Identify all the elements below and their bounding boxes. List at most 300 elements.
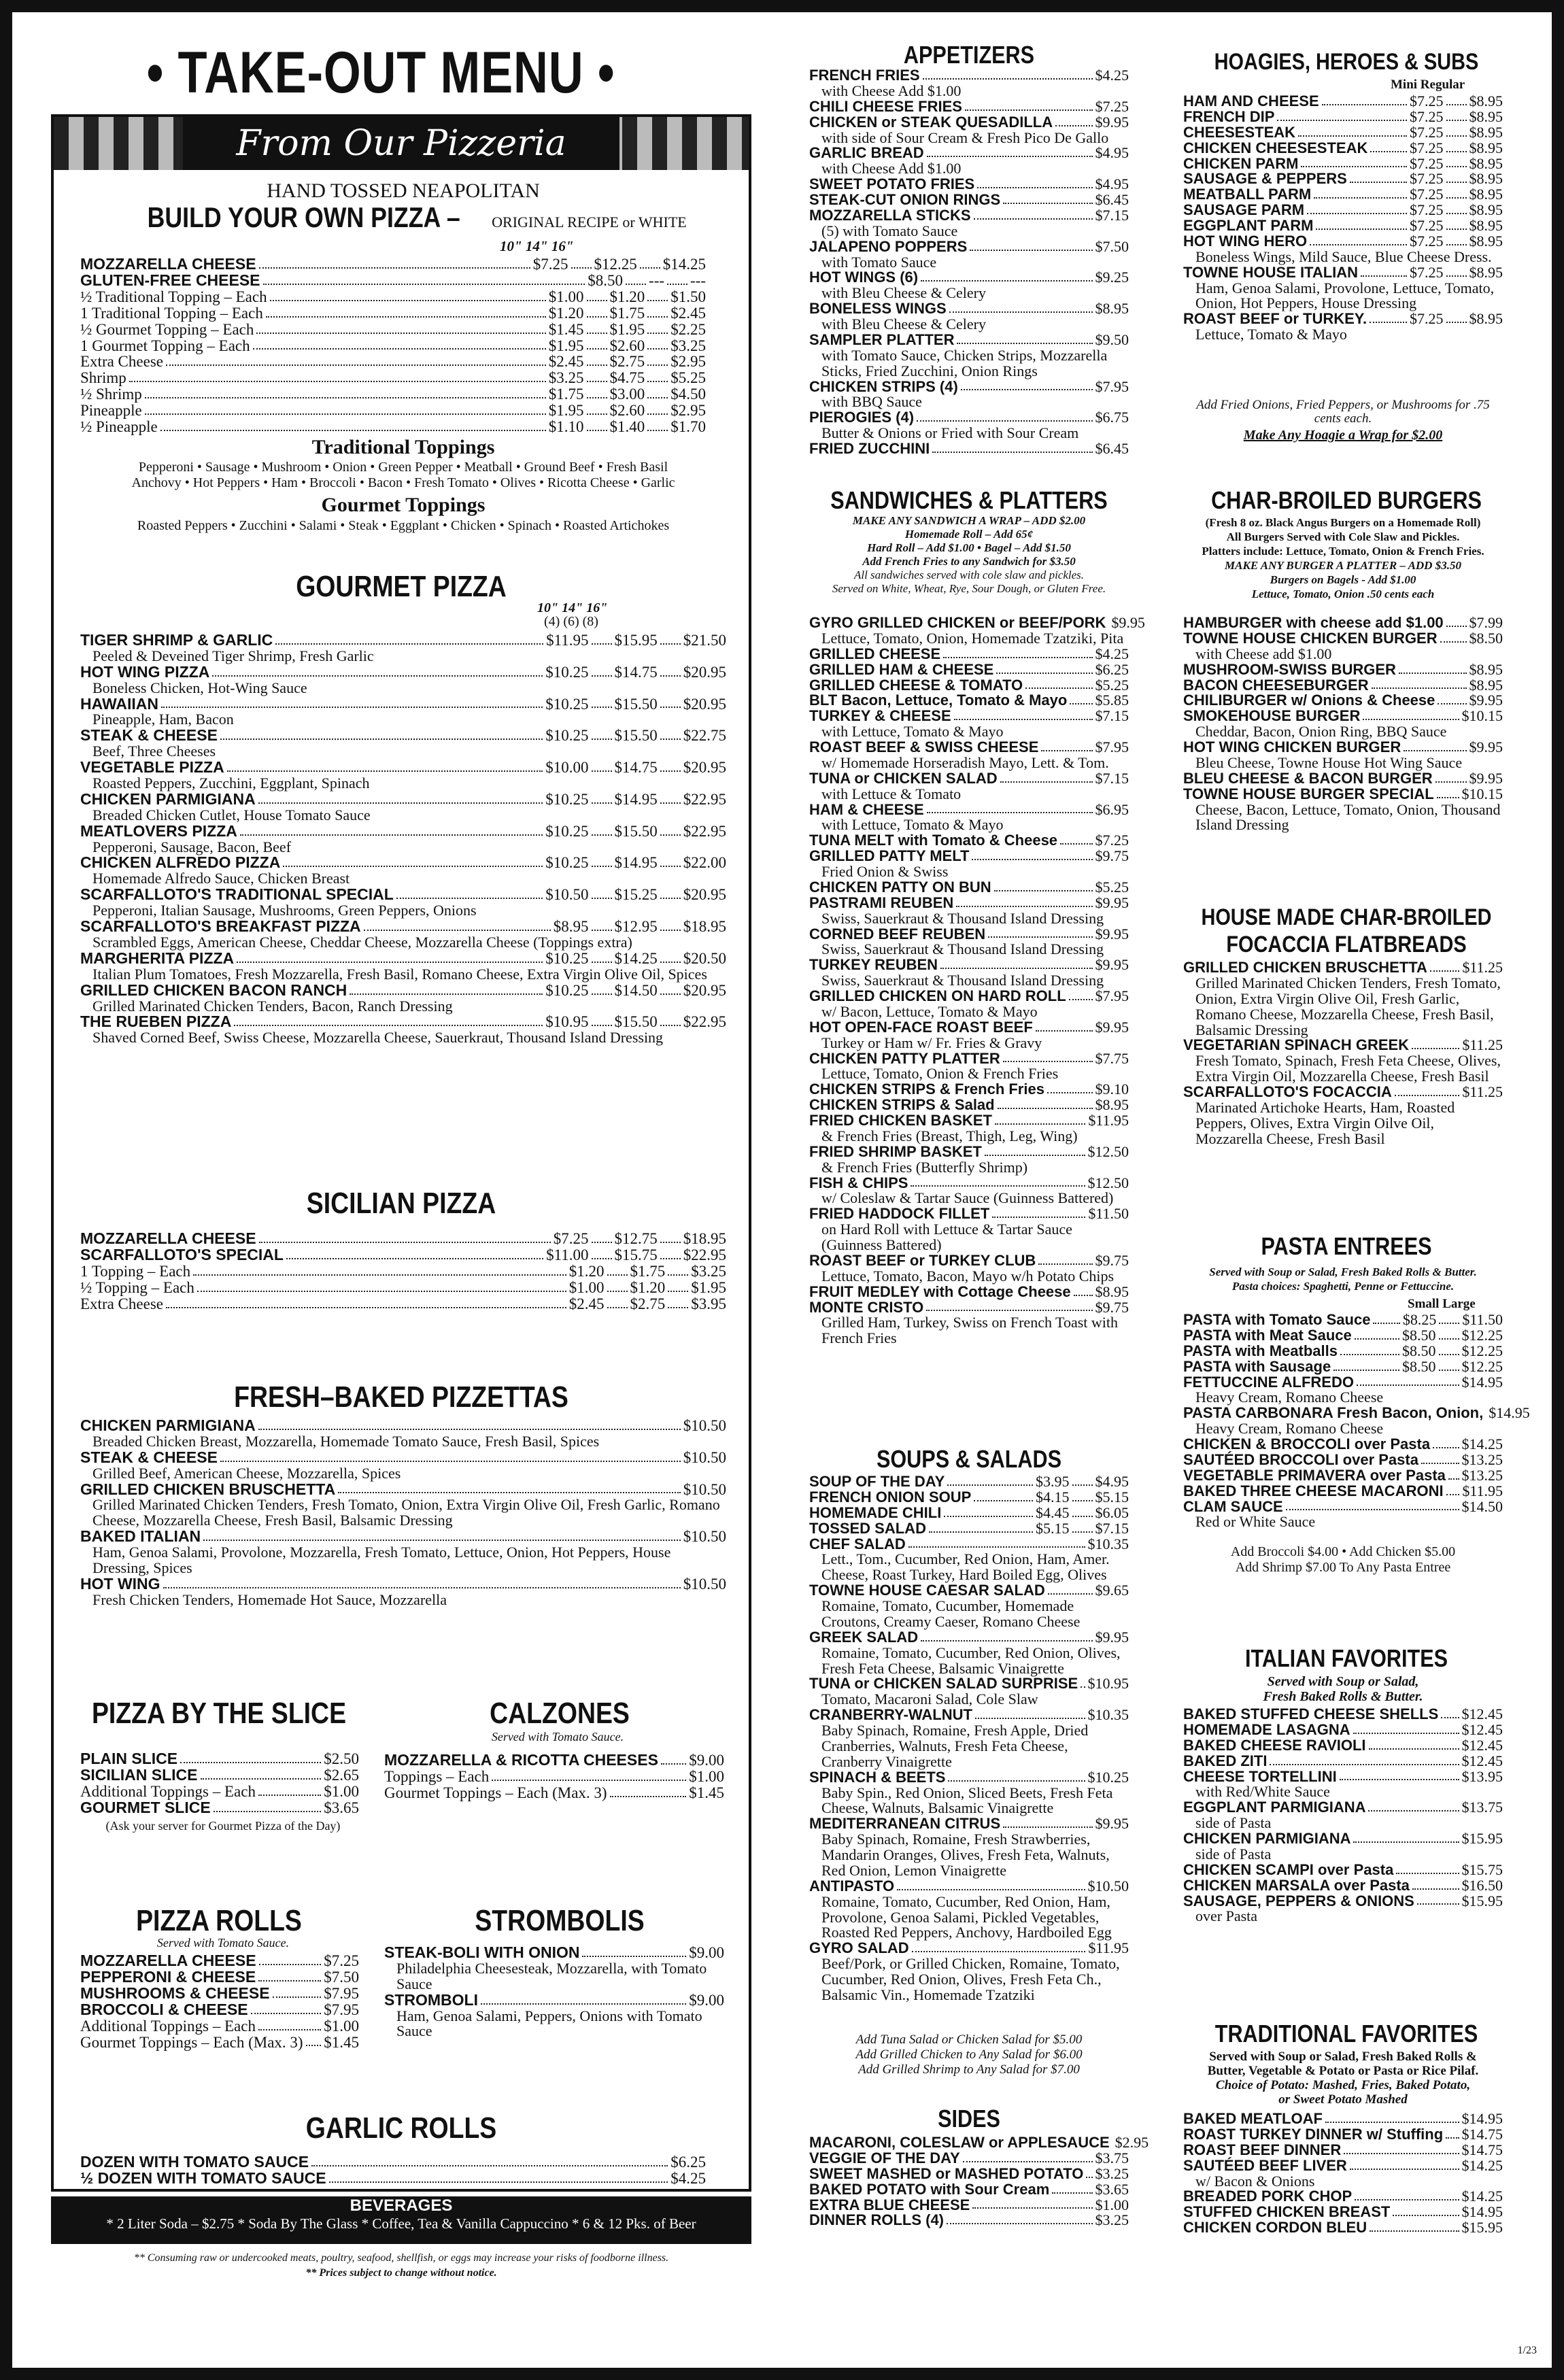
menu-item-row xyxy=(80,370,706,386)
leader-dots xyxy=(647,370,668,382)
menu-item-row xyxy=(80,2154,706,2171)
menu-item-row xyxy=(809,1503,1129,1521)
item-name: MEATBALL PARM xyxy=(1183,186,1312,203)
item-price: $1.50 xyxy=(670,288,706,305)
item-name: FRENCH FRIES xyxy=(809,67,920,84)
item-price: $22.95 xyxy=(683,1246,726,1263)
garlic-rolls-list xyxy=(80,2154,706,2187)
menu-item-row xyxy=(809,239,1129,255)
leader-dots xyxy=(1003,1816,1092,1828)
leader-dots xyxy=(592,792,612,804)
item-price: $1.45 xyxy=(548,320,584,338)
menu-item-row xyxy=(1183,1359,1503,1375)
item-price: $8.95 xyxy=(1469,107,1503,125)
leader-dots xyxy=(1435,771,1467,783)
item-name: BAKED CHEESE RAVIOLI xyxy=(1183,1736,1366,1754)
menu-item-row xyxy=(80,760,726,776)
item-price: $12.50 xyxy=(1087,1174,1129,1191)
menu-item-row xyxy=(809,441,1129,457)
item-name: CHEF SALAD xyxy=(809,1535,906,1552)
item-price: $8.95 xyxy=(1469,232,1503,250)
menu-item-row xyxy=(809,740,1129,755)
item-name: GRILLED CHICKEN ON HARD ROLL xyxy=(809,987,1066,1004)
leader-dots xyxy=(592,823,612,836)
item-price: $9.95 xyxy=(1469,738,1503,755)
beverages-text: * 2 Liter Soda – $2.75 * Soda By The Glass * Coffee, Tea & Vanilla Cappuccino * 6 & 12 Pks. of Beer xyxy=(106,2215,696,2232)
item-description: Grilled Beef, American Cheese, Mozzarella, Spices xyxy=(92,1464,401,1482)
leader-dots xyxy=(273,1986,322,1998)
menu-item-row xyxy=(809,1176,1129,1191)
leader-dots xyxy=(1325,2111,1459,2123)
leader-dots xyxy=(1412,1878,1459,1890)
menu-item-row xyxy=(809,647,1129,662)
menu-item-row xyxy=(809,1206,1129,1222)
leader-dots xyxy=(1314,187,1407,199)
item-price: $3.00 xyxy=(609,386,645,403)
item-name: Extra Cheese xyxy=(80,1295,163,1312)
leader-dots xyxy=(1446,156,1467,168)
item-price: $8.95 xyxy=(1469,676,1503,694)
leader-dots xyxy=(667,273,687,285)
leader-dots xyxy=(975,1707,1085,1719)
item-price: $8.95 xyxy=(1095,300,1129,318)
item-price: $3.95 xyxy=(1036,1473,1070,1490)
menu-item-row xyxy=(809,1020,1129,1036)
item-name: STUFFED CHICKEN BREAST xyxy=(1183,2203,1391,2221)
item-price: $12.45 xyxy=(1461,1720,1503,1738)
leader-dots xyxy=(266,305,546,318)
hoagie-size-columns: Mini Regular xyxy=(1391,78,1465,92)
menu-item-row xyxy=(1183,2205,1503,2220)
item-name: FRENCH ONION SOUP xyxy=(809,1488,972,1506)
leader-dots xyxy=(1370,2220,1459,2232)
sandwich-note: Homemade Roll – Add 65¢ xyxy=(904,528,1034,541)
item-price: $10.50 xyxy=(683,1480,726,1498)
leader-dots xyxy=(253,338,546,350)
item-price: $7.25 xyxy=(1410,217,1444,234)
item-price: $10.25 xyxy=(545,695,589,713)
item-name: 1 Topping – Each xyxy=(80,1262,191,1280)
leader-dots xyxy=(587,338,607,350)
menu-item-row xyxy=(809,662,1129,678)
leader-dots xyxy=(256,322,545,334)
item-price: $2.95 xyxy=(670,402,706,420)
item-name: SWEET POTATO FRIES xyxy=(809,175,975,193)
menu-item-row xyxy=(1183,94,1503,109)
traditional-favorites-title: TRADITIONAL FAVORITES xyxy=(1214,2020,1478,2047)
leader-dots xyxy=(587,370,607,382)
item-price: $18.95 xyxy=(683,918,726,936)
leader-dots xyxy=(647,289,668,301)
leader-dots xyxy=(647,354,668,366)
leader-dots xyxy=(592,951,612,963)
item-name: ½ DOZEN WITH TOMATO SAUCE xyxy=(80,2169,326,2187)
item-price: $7.25 xyxy=(324,1952,359,1969)
item-name: FISH & CHIPS xyxy=(809,1174,908,1191)
leader-dots xyxy=(1440,631,1467,643)
item-name: HAM & CHEESE xyxy=(809,800,924,818)
item-price: $4.25 xyxy=(1095,645,1129,662)
item-name: HOT WING xyxy=(80,1574,160,1593)
menu-item-row xyxy=(809,2182,1129,2198)
leader-dots xyxy=(988,927,1092,938)
item-name: SAUSAGE, PEPPERS & ONIONS xyxy=(1183,1892,1414,1909)
item-name: MACARONI, COLESLAW or APPLESAUCE xyxy=(809,2134,1110,2151)
menu-item-row xyxy=(809,1879,1129,1894)
leader-dots xyxy=(926,1300,1092,1312)
leader-dots xyxy=(1048,1583,1093,1595)
leader-dots xyxy=(1446,203,1467,214)
menu-item-row xyxy=(80,1784,359,1800)
item-name: HOT WING PIZZA xyxy=(80,662,210,681)
leader-dots xyxy=(912,1941,1086,1952)
item-price: $2.45 xyxy=(670,304,706,322)
menu-item-row xyxy=(809,1300,1129,1316)
item-name: ½ Shrimp xyxy=(80,386,142,403)
item-price: $15.95 xyxy=(1461,1830,1503,1847)
item-price: $1.00 xyxy=(1095,2196,1129,2213)
leader-dots xyxy=(203,1529,681,1541)
item-price: $9.50 xyxy=(1095,330,1129,348)
item-name: SCARFALLOTO'S TRADITIONAL SPECIAL xyxy=(80,885,394,904)
leader-dots xyxy=(197,1280,566,1292)
leader-dots xyxy=(940,957,1092,969)
item-price: $8.95 xyxy=(1469,139,1503,156)
leader-dots xyxy=(1421,1452,1459,1464)
sandwich-note: Served on White, Wheat, Rye, Sour Dough, or Gluten Free. xyxy=(832,582,1106,595)
leader-dots xyxy=(1446,171,1467,183)
leader-dots xyxy=(1363,709,1459,720)
flatbreads-title-line1: HOUSE MADE CHAR-BROILED xyxy=(1201,904,1492,930)
menu-item-row xyxy=(1183,1831,1503,1847)
item-name: Gourmet Toppings – Each (Max. 3) xyxy=(384,1784,607,1801)
item-name: PIEROGIES (4) xyxy=(809,409,915,426)
item-price: $11.95 xyxy=(1088,1112,1129,1129)
item-price: $4.50 xyxy=(670,386,706,403)
item-price: $12.45 xyxy=(1461,1705,1503,1722)
leader-dots xyxy=(660,919,681,931)
item-price: $8.95 xyxy=(1469,123,1503,141)
item-description: Grilled Marinated Chicken Tenders, Fresh Tomato, Onion, Extra Virgin Olive Oil, Fresh Garlic, Romano Cheese, Mozzarella Cheese, Fresh Basil, Balsamic Dressing xyxy=(92,1496,720,1529)
item-price: $5.25 xyxy=(1095,676,1129,694)
item-name: SWEET MASHED or MASHED POTATO xyxy=(809,2164,1084,2182)
menu-item-row xyxy=(809,192,1129,208)
item-name: TUNA or CHICKEN SALAD SURPRISE xyxy=(809,1675,1078,1693)
leader-dots xyxy=(258,1784,321,1796)
menu-item-row xyxy=(809,1051,1129,1067)
leader-dots xyxy=(1036,1020,1093,1032)
leader-dots xyxy=(1041,740,1092,751)
menu-item-row xyxy=(80,789,726,808)
item-description: Breaded Chicken Breast, Mozzarella, Homemade Tomato Sauce, Fresh Basil, Spices xyxy=(92,1432,600,1450)
item-price: $9.75 xyxy=(1095,1298,1129,1316)
item-description: over Pasta xyxy=(1195,1907,1258,1925)
pasta-size-columns: Small Large xyxy=(1408,1297,1476,1311)
item-description: Grilled Ham, Turkey, Swiss on French Toast with French Fries xyxy=(821,1314,1119,1347)
item-price: $2.95 xyxy=(670,353,706,371)
item-name: ROAST BEEF or TURKEY. xyxy=(1183,310,1367,328)
leader-dots xyxy=(1441,1707,1459,1718)
item-price: $10.50 xyxy=(1087,1877,1129,1894)
sandwich-note: All sandwiches served with cole slaw and pickles. xyxy=(853,568,1085,581)
item-price: $14.25 xyxy=(662,256,706,273)
item-name: BREADED PORK CHOP xyxy=(1183,2188,1353,2205)
item-name: HOMEMADE LASAGNA xyxy=(1183,1720,1350,1738)
item-description: with Cheese Add $1.00 xyxy=(821,160,962,177)
leader-dots xyxy=(1074,1285,1093,1296)
leader-dots xyxy=(212,664,543,677)
menu-item-row xyxy=(80,1231,726,1247)
item-name: STROMBOLI xyxy=(384,1990,478,2009)
item-price: $20.95 xyxy=(683,663,726,681)
leader-dots xyxy=(258,1418,681,1430)
item-name: HOT WINGS (6) xyxy=(809,269,919,286)
leader-dots xyxy=(592,919,612,931)
item-name: CRANBERRY-WALNUT xyxy=(809,1706,972,1724)
item-price: $14.95 xyxy=(1461,2110,1503,2127)
item-price: $14.50 xyxy=(1461,1497,1503,1515)
item-description: Pepperoni, Sausage, Bacon, Beef xyxy=(92,838,292,855)
leader-dots xyxy=(258,1969,321,1982)
item-price: $14.95 xyxy=(1461,2203,1503,2221)
item-price: $11.25 xyxy=(1462,1083,1503,1100)
menu-item-row xyxy=(1183,1707,1503,1722)
menu-item-row xyxy=(809,1098,1129,1113)
leader-dots xyxy=(947,2213,1093,2224)
item-name: CHICKEN SCAMPI over Pasta xyxy=(1183,1860,1394,1878)
leader-dots xyxy=(161,696,543,709)
item-name: FRIED ZUCCHINI xyxy=(809,440,930,457)
item-name: CLAM SAUCE xyxy=(1183,1497,1283,1515)
soups-salads-list xyxy=(809,1474,1129,2003)
item-price: $10.25 xyxy=(545,727,589,745)
item-price: $9.75 xyxy=(1095,847,1129,865)
item-price: $7.25 xyxy=(1410,186,1444,203)
item-price: $7.25 xyxy=(1095,832,1129,849)
menu-item-row xyxy=(1183,1375,1503,1391)
leader-dots xyxy=(660,951,681,963)
item-name: FRIED SHRIMP BASKET xyxy=(809,1142,982,1160)
item-price: $1.20 xyxy=(568,1262,605,1280)
item-price: $9.10 xyxy=(1095,1081,1129,1098)
pizza-rolls-note: Served with Tomato Sauce. xyxy=(156,1936,290,1950)
menu-item-row xyxy=(809,1282,1129,1300)
leader-dots xyxy=(977,177,1092,188)
leader-dots xyxy=(286,1247,543,1259)
item-name: BAKED THREE CHEESE MACARONI xyxy=(1183,1482,1444,1499)
menu-item-row xyxy=(809,896,1129,911)
item-description: with Tomato Sauce xyxy=(821,253,937,271)
leader-dots xyxy=(911,1176,1085,1187)
leader-dots xyxy=(311,2154,668,2166)
item-name: ANTIPASTO xyxy=(809,1877,895,1894)
menu-item-row xyxy=(1183,2158,1503,2174)
burger-note: MAKE ANY BURGER A PLATTER – ADD $3.50 xyxy=(1225,559,1461,572)
menu-item-row xyxy=(809,379,1129,395)
item-price: $7.25 xyxy=(1410,139,1444,156)
leader-dots xyxy=(1396,1863,1459,1874)
item-price: $7.25 xyxy=(532,256,568,273)
item-price: $1.45 xyxy=(689,1784,724,1801)
item-name: HAM AND CHEESE xyxy=(1183,92,1319,109)
item-price: $3.65 xyxy=(1095,2180,1129,2198)
menu-item-row xyxy=(809,2134,1149,2151)
item-price: $3.65 xyxy=(324,1799,359,1816)
item-description: Scrambled Eggs, American Cheese, Cheddar Cheese, Mozzarella Cheese (Toppings extra) xyxy=(92,933,632,951)
leader-dots xyxy=(1340,1769,1459,1781)
menu-item-row xyxy=(80,273,706,289)
menu-item-row xyxy=(80,289,706,305)
item-price: $11.95 xyxy=(546,632,589,649)
item-price: $22.00 xyxy=(683,854,726,872)
leader-dots xyxy=(908,1537,1085,1548)
item-price: $3.25 xyxy=(1095,2211,1129,2229)
item-price: $14.25 xyxy=(1461,1435,1503,1452)
traditional-note: Butter, Vegetable & Potato or Pasta or Rice Pilaf. xyxy=(1207,2064,1479,2078)
item-description: Homemade Alfredo Sauce, Chicken Breast xyxy=(92,870,350,887)
hoagie-add-note: Add Fried Onions, Fried Peppers, or Mushrooms for .75 cents each. xyxy=(1196,398,1490,426)
item-name: GRILLED HAM & CHEESE xyxy=(809,660,994,678)
item-price: $8.50 xyxy=(1402,1326,1436,1344)
item-name: TOWNE HOUSE BURGER SPECIAL xyxy=(1183,785,1434,802)
item-name: TUNA or CHICKEN SALAD xyxy=(809,769,998,787)
menu-item-row xyxy=(1183,960,1503,976)
item-price: $7.25 xyxy=(1410,201,1444,219)
burger-note: Platters include: Lettuce, Tomato, Onion & French Fries. xyxy=(1202,545,1484,558)
item-price: $8.50 xyxy=(588,271,624,289)
item-price: $7.95 xyxy=(1095,987,1129,1004)
item-price: $11.00 xyxy=(546,1246,589,1263)
item-price: $2.50 xyxy=(324,1750,359,1767)
leader-dots xyxy=(1439,1344,1459,1355)
menu-item-row xyxy=(809,270,1129,286)
item-name: CHICKEN MARSALA over Pasta xyxy=(1183,1876,1410,1894)
menu-item-row xyxy=(80,632,726,649)
item-name: CORNED BEEF REUBEN xyxy=(809,925,986,942)
item-name: CHICKEN & BROCCOLI over Pasta xyxy=(1183,1435,1431,1452)
menu-title: • TAKE-OUT MENU • xyxy=(146,40,615,105)
item-description: with side of Sour Cream & Fresh Pico De Gallo xyxy=(821,129,1109,146)
item-price: $1.20 xyxy=(609,288,645,305)
menu-item-row xyxy=(809,301,1129,317)
item-price: $6.25 xyxy=(1095,660,1129,678)
leader-dots xyxy=(607,1280,628,1292)
item-description: Pineapple, Ham, Bacon xyxy=(92,711,234,728)
item-price: $9.00 xyxy=(689,1752,724,1769)
item-price: $7.95 xyxy=(1095,738,1129,755)
menu-item-row xyxy=(80,1247,726,1263)
leader-dots xyxy=(193,1263,566,1276)
menu-item-row xyxy=(809,330,1129,348)
item-price: $9.95 xyxy=(1095,956,1129,974)
revision-date: 1/23 xyxy=(1517,2345,1537,2356)
item-description: w/ Bacon, Lettuce, Tomato & Mayo xyxy=(821,1002,1038,1020)
menu-item-row xyxy=(80,1450,726,1466)
item-name: BLEU CHEESE & BACON BURGER xyxy=(1183,769,1433,787)
leader-dots xyxy=(1350,2158,1459,2170)
item-price: $12.50 xyxy=(1087,1142,1129,1160)
leader-dots xyxy=(1025,678,1092,690)
leader-dots xyxy=(592,728,612,740)
item-name: SPINACH & BEETS xyxy=(809,1768,946,1786)
leader-dots xyxy=(587,386,607,398)
leader-dots xyxy=(610,1785,687,1797)
item-price: $7.25 xyxy=(1410,154,1444,172)
item-description: Heavy Cream, Romano Cheese xyxy=(1195,1420,1384,1438)
menu-item-row xyxy=(809,2151,1129,2166)
menu-item-row xyxy=(1183,311,1503,327)
leader-dots xyxy=(1316,218,1407,230)
item-name: FETTUCCINE ALFREDO xyxy=(1183,1373,1354,1391)
item-price: $5.25 xyxy=(670,369,706,387)
item-name: HOT WING HERO xyxy=(1183,232,1308,250)
item-price: $6.25 xyxy=(670,2154,706,2171)
menu-item-row xyxy=(1183,1312,1503,1328)
item-price: $18.95 xyxy=(683,1230,726,1247)
item-price: $6.45 xyxy=(1095,440,1129,457)
leader-dots xyxy=(592,760,612,772)
item-price: $10.25 xyxy=(545,854,589,872)
menu-item-row xyxy=(80,951,726,967)
item-description: Cheese, Bacon, Lettuce, Tomato, Onion, Thousand Island Dressing xyxy=(1195,800,1501,834)
menu-item-row xyxy=(80,1800,359,1816)
menu-item-row xyxy=(809,1490,1129,1506)
menu-item-row xyxy=(1183,740,1503,755)
item-price: $14.25 xyxy=(614,949,658,967)
leader-dots xyxy=(1448,1468,1459,1480)
menu-item-row xyxy=(809,1253,1129,1269)
item-price: $14.75 xyxy=(614,663,658,681)
item-price: $14.95 xyxy=(614,854,658,872)
item-name: ½ Traditional Topping – Each xyxy=(80,288,267,305)
item-name: STEAK & CHEESE xyxy=(80,1448,218,1466)
item-price: $15.50 xyxy=(614,822,658,840)
item-name: Toppings – Each xyxy=(384,1767,490,1785)
leader-dots xyxy=(364,919,551,931)
traditional-list xyxy=(1183,2111,1503,2236)
sicilian-list xyxy=(80,1231,726,1312)
item-price: $1.45 xyxy=(324,2033,359,2051)
menu-item-row xyxy=(1183,1404,1530,1422)
item-price: $10.25 xyxy=(545,790,589,808)
leader-dots xyxy=(592,1014,612,1026)
leader-dots xyxy=(270,289,546,301)
menu-item-row xyxy=(809,1816,1129,1832)
burgers-title: CHAR-BROILED BURGERS xyxy=(1211,486,1482,514)
menu-item-row xyxy=(80,1953,359,1969)
item-name: DOZEN WITH TOMATO SAUCE xyxy=(80,2153,309,2171)
item-description: Tomato, Macaroni Salad, Cole Slaw xyxy=(821,1690,1038,1708)
menu-item-row xyxy=(809,849,1129,864)
item-price: $10.25 xyxy=(545,981,589,999)
menu-item-row xyxy=(1183,141,1503,156)
item-price: $9.95 xyxy=(1095,1628,1129,1646)
consumption-warning: ** Consuming raw or undercooked meats, poultry, seafood, shellfish, or eggs may increase your risks of foodborne illness. xyxy=(133,2252,669,2264)
leader-dots xyxy=(1322,94,1407,105)
menu-item-row xyxy=(80,1296,726,1312)
item-name: STEAK-BOLI WITH ONION xyxy=(384,1943,580,1961)
leader-dots xyxy=(1333,1359,1399,1371)
menu-item-row xyxy=(809,802,1129,818)
menu-item-row xyxy=(809,709,1129,724)
leader-dots xyxy=(1361,265,1407,277)
item-price: $2.45 xyxy=(568,1295,605,1312)
item-name: DINNER ROLLS (4) xyxy=(809,2211,944,2229)
sandwiches-title: SANDWICHES & PLATTERS xyxy=(830,486,1108,514)
leader-dots xyxy=(1307,203,1407,214)
leader-dots xyxy=(1353,1831,1459,1843)
item-price: $7.75 xyxy=(1095,1049,1129,1067)
